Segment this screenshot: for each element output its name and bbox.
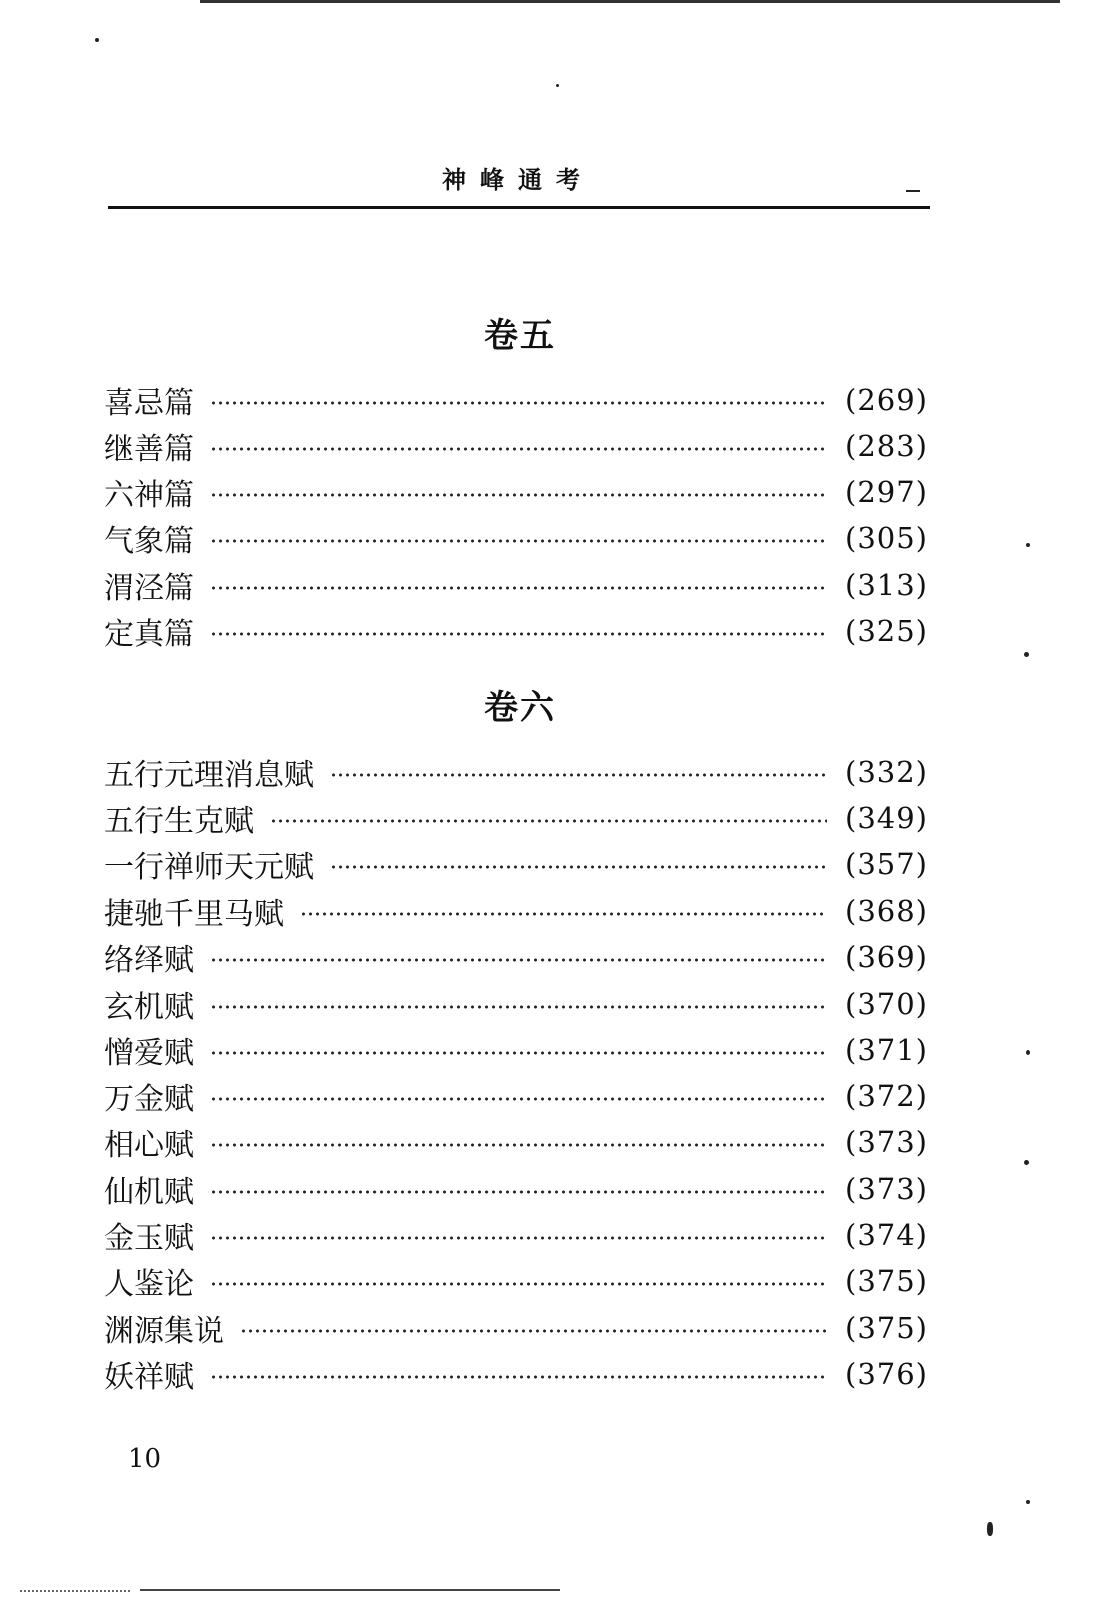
dot-leader <box>210 1051 827 1055</box>
dot-leader <box>210 586 827 590</box>
toc-entry-page: (283) <box>845 429 928 463</box>
dot-leader <box>240 1329 827 1333</box>
toc-entry[interactable] <box>104 750 928 794</box>
toc-entry-title: 渭泾篇 <box>104 571 194 606</box>
toc-entry-title: 万金赋 <box>104 1082 194 1117</box>
toc-entry[interactable] <box>104 889 928 933</box>
dot-leader <box>330 865 827 869</box>
toc-entry-page: (371) <box>845 1033 928 1067</box>
toc-entry-title: 相心赋 <box>104 1128 194 1163</box>
toc-entry-page: (376) <box>845 1357 928 1391</box>
toc-entry-title: 妖祥赋 <box>104 1360 194 1395</box>
scan-speck <box>556 84 559 87</box>
dot-leader <box>210 1005 827 1009</box>
toc-entry-title: 金玉赋 <box>104 1221 194 1256</box>
dot-leader <box>210 493 827 497</box>
toc-entry-title: 憎爱赋 <box>104 1036 194 1071</box>
toc-entry-title: 络绎赋 <box>104 943 194 978</box>
toc-entry-page: (332) <box>845 755 928 789</box>
header-rule-tick <box>906 190 920 192</box>
dot-leader <box>210 1097 827 1101</box>
toc-entry[interactable] <box>104 842 928 886</box>
dot-leader <box>300 912 827 916</box>
dot-leader <box>210 1236 827 1240</box>
toc-entry[interactable] <box>104 1306 928 1350</box>
scan-speck <box>1026 1500 1030 1504</box>
toc-entry[interactable] <box>104 1167 928 1211</box>
toc-entry-page: (368) <box>845 894 928 928</box>
page-number: 10 <box>128 1444 162 1474</box>
toc-entry-page: (305) <box>845 521 928 555</box>
toc-entry-title: 五行生克赋 <box>104 804 254 839</box>
dot-leader <box>210 1282 827 1286</box>
toc-entry-title: 六神篇 <box>104 478 194 513</box>
toc-entry-page: (375) <box>845 1264 928 1298</box>
toc-entry[interactable] <box>104 1120 928 1164</box>
toc-entry-title: 五行元理消息赋 <box>104 758 314 793</box>
toc-entry-page: (369) <box>845 940 928 974</box>
toc-entry[interactable] <box>104 1213 928 1257</box>
toc-entry-title: 一行禅师天元赋 <box>104 850 314 885</box>
scan-edge-line <box>140 1589 560 1591</box>
toc-entry-title: 喜忌篇 <box>104 386 194 421</box>
section-title: 卷六 <box>484 688 556 728</box>
scan-speck <box>1024 652 1029 657</box>
toc-entry[interactable] <box>104 1074 928 1118</box>
toc-entry-page: (313) <box>845 568 928 602</box>
toc-entry-title: 定真篇 <box>104 617 194 652</box>
toc-entry-page: (349) <box>845 801 928 835</box>
toc-entry-page: (269) <box>845 383 928 417</box>
scan-speck <box>1026 1050 1030 1055</box>
dot-leader <box>210 539 827 543</box>
toc-entry-title: 气象篇 <box>104 524 194 559</box>
toc-entry-page: (325) <box>845 614 928 648</box>
header-rule <box>108 206 930 209</box>
scan-edge-line <box>20 1590 130 1593</box>
toc-entry-title: 人鉴论 <box>104 1267 194 1302</box>
dot-leader <box>270 819 827 823</box>
dot-leader <box>330 773 827 777</box>
toc-entry-title: 玄机赋 <box>104 990 194 1025</box>
dot-leader <box>210 401 827 405</box>
toc-entry[interactable] <box>104 470 928 514</box>
toc-entry-title: 捷驰千里马赋 <box>104 897 284 932</box>
scan-speck <box>1026 543 1030 547</box>
dot-leader <box>210 1375 827 1379</box>
toc-entry[interactable] <box>104 609 928 653</box>
running-head-title: 神峰通考 <box>442 165 594 194</box>
toc-entry-page: (357) <box>845 847 928 881</box>
toc-entry[interactable] <box>104 1352 928 1396</box>
scan-speck <box>95 38 99 42</box>
toc-entry-page: (373) <box>845 1125 928 1159</box>
toc-entry[interactable] <box>104 982 928 1026</box>
toc-entry-title: 渊源集说 <box>104 1314 224 1349</box>
toc-entry-page: (375) <box>845 1311 928 1345</box>
toc-entry-page: (297) <box>845 475 928 509</box>
toc-entry-page: (373) <box>845 1172 928 1206</box>
scan-edge-line <box>200 0 1060 3</box>
toc-entry-page: (374) <box>845 1218 928 1252</box>
toc-entry[interactable] <box>104 1028 928 1072</box>
toc-entry[interactable] <box>104 378 928 422</box>
dot-leader <box>210 1190 827 1194</box>
toc-entry[interactable] <box>104 796 928 840</box>
dot-leader <box>210 447 827 451</box>
toc-entry[interactable] <box>104 935 928 979</box>
dot-leader <box>210 958 827 962</box>
toc-entry[interactable] <box>104 1259 928 1303</box>
toc-entry[interactable] <box>104 516 928 560</box>
dot-leader <box>210 632 827 636</box>
toc-entry[interactable] <box>104 563 928 607</box>
toc-entry-title: 仙机赋 <box>104 1175 194 1210</box>
toc-entry-page: (372) <box>845 1079 928 1113</box>
scan-speck <box>1024 1160 1029 1165</box>
toc-entry[interactable] <box>104 424 928 468</box>
scan-speck <box>987 1522 993 1536</box>
dot-leader <box>210 1143 827 1147</box>
section-title: 卷五 <box>484 316 556 356</box>
toc-entry-page: (370) <box>845 987 928 1021</box>
toc-entry-title: 继善篇 <box>104 432 194 467</box>
